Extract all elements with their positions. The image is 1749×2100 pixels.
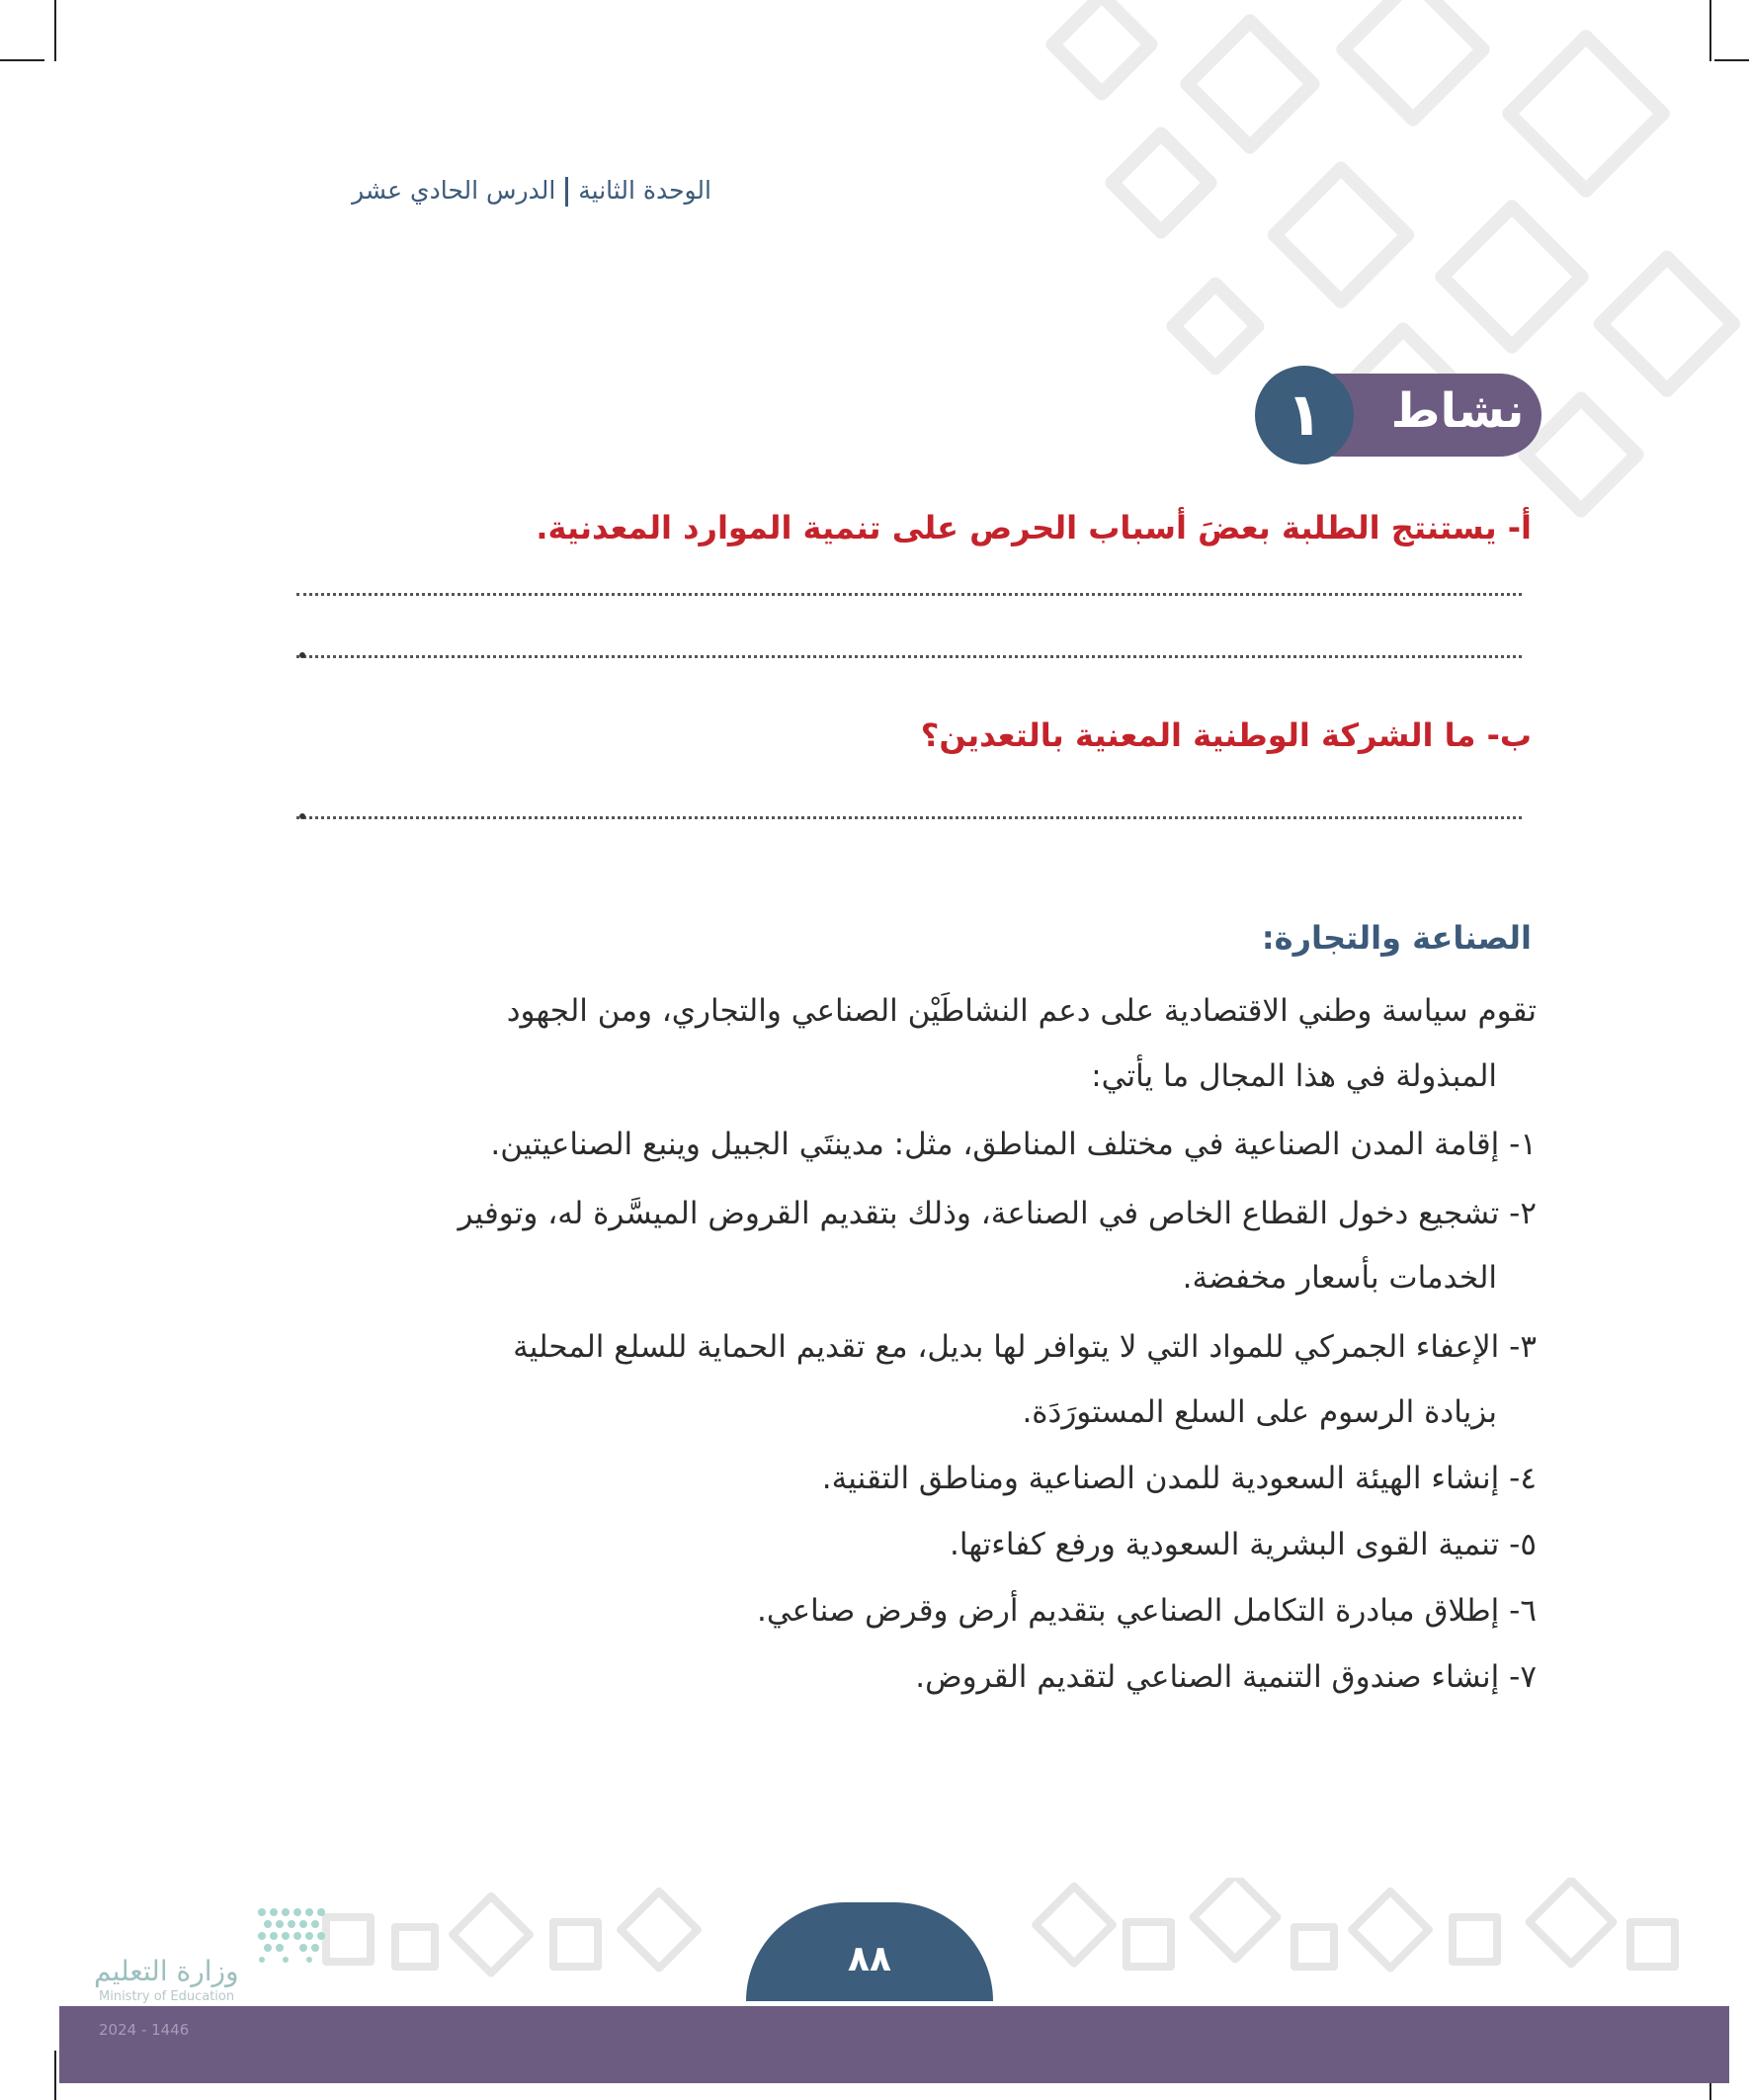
list-item-number: ٢- — [1509, 1196, 1537, 1231]
answer-end-dot — [299, 652, 305, 658]
list-item-text: إطلاق مبادرة التكامل الصناعي بتقديم أرض وقرض صناعي. — [756, 1593, 1500, 1629]
list-item — [490, 1127, 1537, 1162]
list-item-number: ٧- — [1509, 1659, 1537, 1695]
list-item-continuation: الخدمات بأسعار مخفضة. — [1182, 1260, 1497, 1296]
answer-end-dot — [299, 813, 305, 819]
activity-badge — [1255, 366, 1541, 464]
list-item-text: الإعفاء الجمركي للمواد التي لا يتوافر لها بديل، مع تقديم الحماية للسلع المحلية — [513, 1329, 1500, 1365]
header-lesson: الدرس الحادي عشر — [352, 176, 556, 205]
list-item-text: تشجيع دخول القطاع الخاص في الصناعة، وذلك بتقديم القروض الميسَّرة له، وتوفير — [458, 1196, 1500, 1231]
intro-line-1: تقوم سياسة وطني الاقتصادية على دعم النشاطَيْن الصناعي والتجاري، ومن الجهود — [506, 993, 1537, 1029]
answer-line-a1[interactable] — [296, 593, 1522, 596]
list-item-number: ٦- — [1509, 1593, 1537, 1629]
list-item-number: ٤- — [1509, 1461, 1537, 1496]
answer-line-b[interactable] — [296, 816, 1522, 819]
running-header — [277, 176, 711, 207]
ministry-name: وزارة التعليم — [94, 1955, 239, 1987]
list-item — [513, 1329, 1537, 1365]
header-separator — [565, 177, 568, 207]
list-item — [822, 1461, 1537, 1496]
intro-line-2: المبذولة في هذا المجال ما يأتي: — [1091, 1058, 1497, 1094]
list-item — [757, 1593, 1537, 1629]
list-item-text: إقامة المدن الصناعية في مختلف المناطق، مثل: مدينتَي الجبيل وينبع الصناعيتين. — [490, 1127, 1500, 1162]
edition-year: 2024 - 1446 — [99, 2021, 190, 2039]
list-item-text: إنشاء صندوق التنمية الصناعي لتقديم القروض. — [915, 1659, 1500, 1695]
list-item-text: تنمية القوى البشرية السعودية ورفع كفاءتها. — [950, 1527, 1500, 1562]
ministry-name-en: Ministry of Education — [99, 1989, 235, 2004]
list-item — [458, 1196, 1537, 1231]
crop-mark — [0, 59, 44, 61]
decorative-pattern — [949, 0, 1749, 553]
crop-mark — [54, 0, 56, 61]
list-item-continuation: بزيادة الرسوم على السلع المستورَدَة. — [1022, 1394, 1497, 1430]
activity-label: نشاط — [1390, 383, 1525, 439]
section-title: الصناعة والتجارة: — [1261, 919, 1532, 957]
answer-line-a2[interactable] — [296, 655, 1522, 658]
question-b: ب- ما الشركة الوطنية المعنية بالتعدين؟ — [920, 716, 1532, 754]
header-unit: الوحدة الثانية — [578, 176, 711, 205]
list-item-number: ٥- — [1509, 1527, 1537, 1562]
crop-mark — [54, 2051, 56, 2100]
list-item-number: ١- — [1509, 1127, 1537, 1162]
list-item — [950, 1527, 1537, 1562]
list-item-text: إنشاء الهيئة السعودية للمدن الصناعية ومناطق التقنية. — [821, 1461, 1500, 1496]
list-item — [915, 1659, 1537, 1695]
page-number: ٨٨ — [848, 1939, 891, 1979]
activity-number: ١ — [1255, 366, 1354, 464]
question-a: أ- يستنتج الطلبة بعضَ أسباب الحرص على تنمية الموارد المعدنية. — [536, 509, 1532, 546]
list-item-number: ٣- — [1509, 1329, 1537, 1365]
